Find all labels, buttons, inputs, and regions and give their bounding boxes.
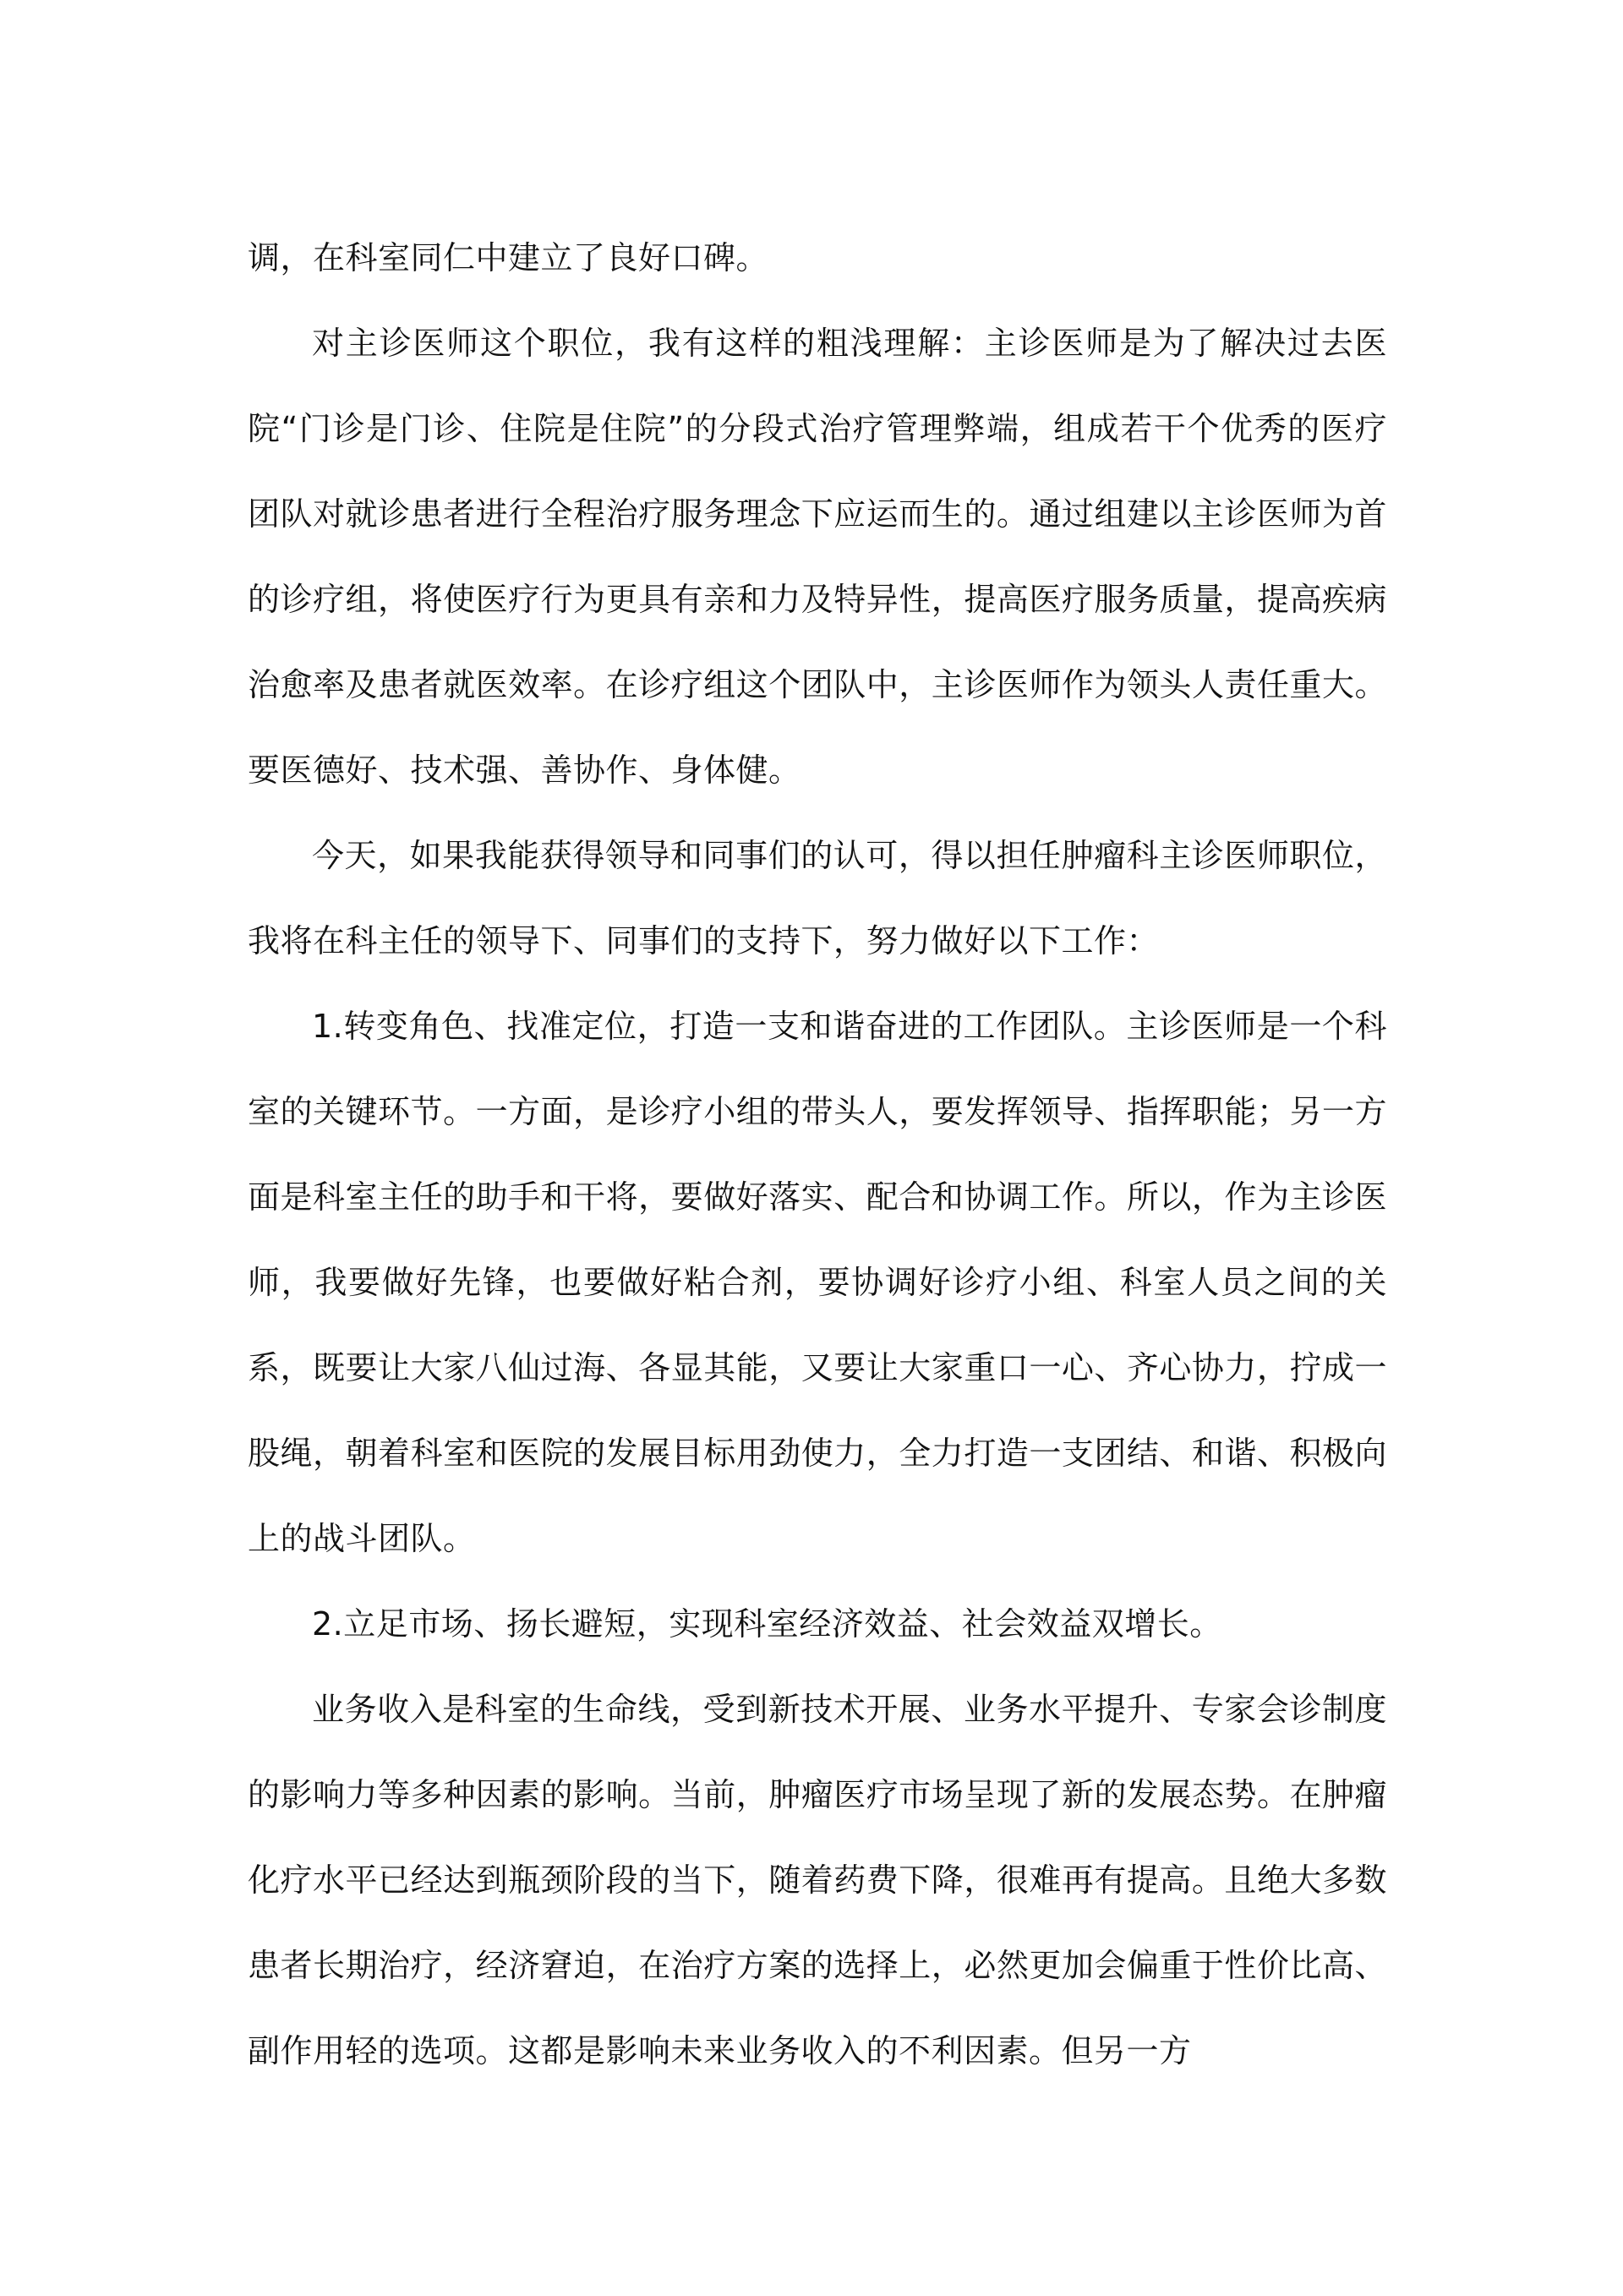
paragraph-1: 调，在科室同仁中建立了良好口碑。 bbox=[248, 239, 769, 276]
paragraph-2: 对主诊医师这个职位，我有这样的粗浅理解：主诊医师是为了解决过去医院“门诊是门诊、住院是住院”的分段式治疗管理弊端，组成若干个优秀的医疗团队对就诊患者进行全程治疗服务理念下应运而生的。通过组建以主诊医师为首的诊疗组，将使医疗行为更具有亲和力及特异性，提高医疗服务质量，提高疾病治愈率及患者就医效率。在诊疗组这个团队中，主诊医师作为领头人责任重大。要医德好、技术强、善协作、身体健。 bbox=[248, 325, 1387, 789]
paragraph-6: 业务收入是科室的生命线，受到新技术开展、业务水平提升、专家会诊制度的影响力等多种因素的影响。当前，肿瘤医疗市场呈现了新的发展态势。在肿瘤化疗水平已经达到瓶颈阶段的当下，随着药费下降，很难再有提高。且绝大多数患者长期治疗，经济窘迫，在治疗方案的选择上，必然更加会偏重于性价比高、副作用轻的选项。这都是影响未来业务收入的不利因素。但另一方 bbox=[248, 1691, 1387, 2069]
paragraph-4: 1.转变角色、找准定位，打造一支和谐奋进的工作团队。主诊医师是一个科室的关键环节。一方面，是诊疗小组的带头人，要发挥领导、指挥职能；另一方面是科室主任的助手和干将，要做好落实、配合和协调工作。所以，作为主诊医师，我要做好先锋，也要做好粘合剂，要协调好诊疗小组、科室人员之间的关系，既要让大家八仙过海、各显其能，又要让大家重口一心、齐心协力，拧成一股绳，朝着科室和医院的发展目标用劲使力，全力打造一支团结、和谐、积极向上的战斗团队。 bbox=[248, 1008, 1387, 1557]
paragraph-3: 今天，如果我能获得领导和同事们的认可，得以担任肿瘤科主诊医师职位，我将在科主任的领导下、同事们的支持下，努力做好以下工作： bbox=[248, 837, 1387, 959]
document-body bbox=[248, 216, 1387, 2094]
paragraph-5: 2.立足市场、扬长避短，实现科室经济效益、社会效益双增长。 bbox=[312, 1605, 1222, 1643]
